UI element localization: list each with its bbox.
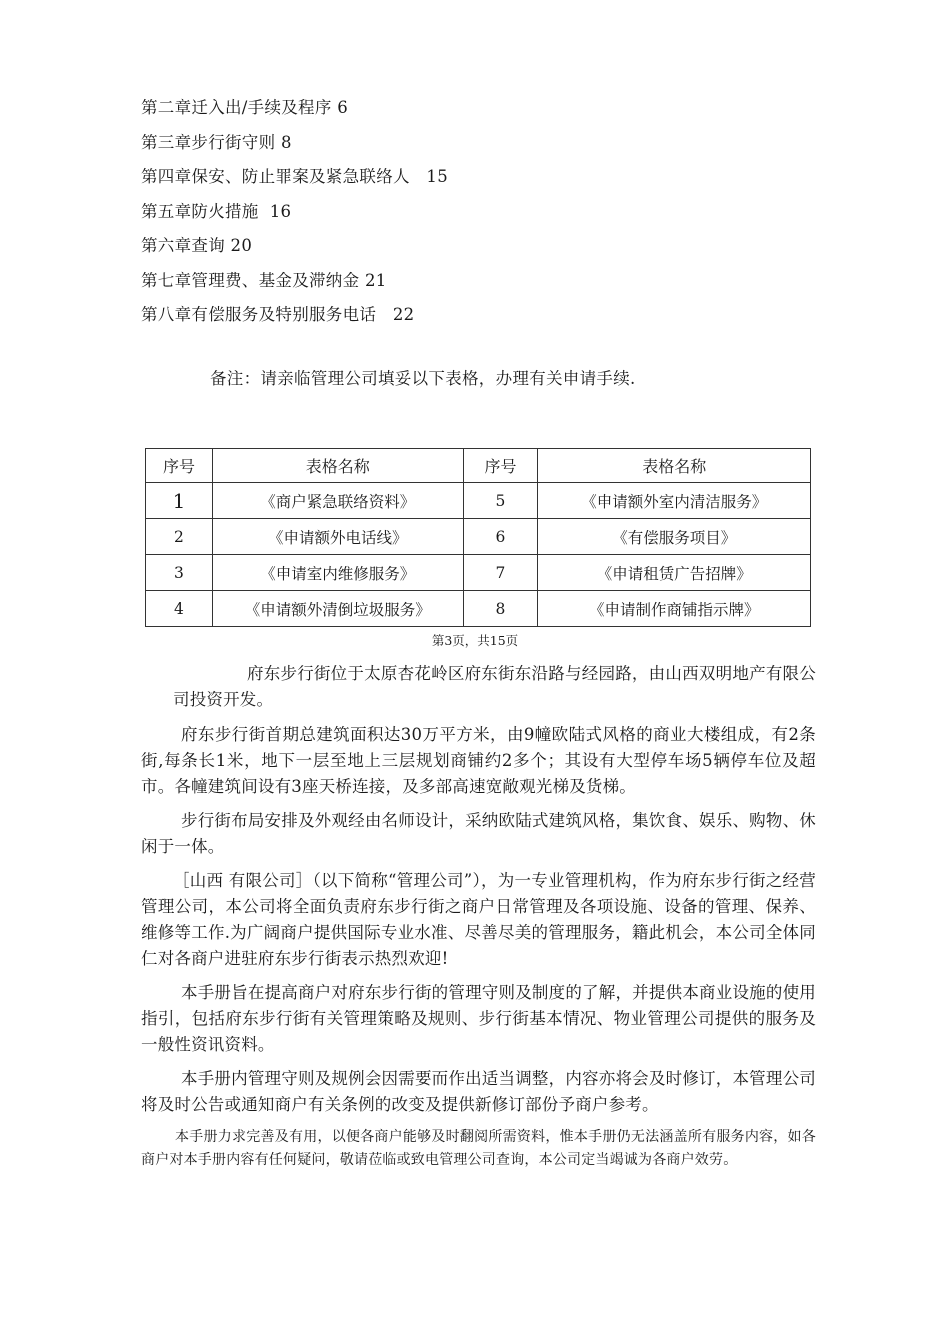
table-row <box>146 555 811 591</box>
paragraph: ［山西 有限公司］（以下简称“管理公司”），为一专业管理机构，作为府东步行街之经营管理公司，本公司将全面负责府东步行街之商户日常管理及各项设施、设备的管理、保养、维修等工作.为广阔商户提供国际专业水准、尽善尽美的管理服务，籍此机会，本公司全体同仁对各商户进驻府东步行街表示热烈欢迎! <box>141 871 816 968</box>
table-row <box>146 591 811 627</box>
column-header: 序号 <box>463 449 538 483</box>
table-cell: 4 <box>146 591 213 627</box>
toc-item: 第三章步行街守则 8 <box>141 132 292 152</box>
paragraph: 府东步行街位于太原杏花岭区府东街东沿路与经园路，由山西双明地产有限公司投资开发。 <box>173 664 816 709</box>
paragraph: 本手册内管理守则及规例会因需要而作出适当调整，内容亦将会及时修订，本管理公司将及时公告或通知商户有关条例的改变及提供新修订部份予商户参考。 <box>141 1069 816 1114</box>
table-cell: 7 <box>463 555 538 591</box>
table-cell: 5 <box>463 483 538 519</box>
toc-item: 第四章保安、防止罪案及紧急联络人 15 <box>141 167 449 186</box>
forms-table <box>145 448 811 627</box>
paragraph: 步行街布局安排及外观经由名师设计，采纳欧陆式建筑风格，集饮食、娱乐、购物、休闲于一体。 <box>141 811 816 856</box>
table-cell: 《申请额外清倒垃圾服务》 <box>212 591 463 627</box>
table-row <box>146 483 811 519</box>
column-header: 序号 <box>146 449 213 483</box>
table-cell: 《申请额外电话线》 <box>212 519 463 555</box>
table-cell: 《申请租赁广告招牌》 <box>538 555 811 591</box>
toc-item: 第八章有偿服务及特别服务电话 22 <box>141 305 415 324</box>
table-cell: 《申请制作商铺指示牌》 <box>538 591 811 627</box>
paragraph: 本手册旨在提高商户对府东步行街的管理守则及制度的了解，并提供本商业设施的使用指引，包括府东步行街有关管理策略及规则、步行街基本情况、物业管理公司提供的服务及一般性资讯资料。 <box>141 983 816 1054</box>
toc-item: 第七章管理费、基金及滞纳金 21 <box>141 270 387 290</box>
table-cell: 《申请额外室内清洁服务》 <box>538 483 811 519</box>
table-cell: 《有偿服务项目》 <box>538 519 811 555</box>
column-header: 表格名称 <box>538 449 811 483</box>
table-cell: 《商户紧急联络资料》 <box>212 483 463 519</box>
table-cell: 1 <box>146 483 213 519</box>
table-cell: 《申请室内维修服务》 <box>212 555 463 591</box>
toc-item: 第二章迁入出/手续及程序 6 <box>141 98 349 117</box>
table-of-contents <box>141 95 448 337</box>
page-footer: 第3页，共15页 <box>431 633 519 648</box>
toc-item: 第六章查询 20 <box>141 236 253 255</box>
table-header-row <box>146 449 811 483</box>
table-cell: 6 <box>463 519 538 555</box>
paragraph: 本手册力求完善及有用，以便各商户能够及时翻阅所需资料，惟本手册仍无法涵盖所有服务内容，如各商户对本手册内容有任何疑问，敬请莅临或致电管理公司查询，本公司定当竭诚为各商户效劳。 <box>141 1129 816 1168</box>
toc-item: 第五章防火措施 16 <box>141 201 292 221</box>
table-cell: 8 <box>463 591 538 627</box>
table-cell: 2 <box>146 519 213 555</box>
table-cell: 3 <box>146 555 213 591</box>
remark-note: 备注：请亲临管理公司填妥以下表格，办理有关申请手续. <box>210 369 636 388</box>
body-text <box>141 661 816 1180</box>
table-row <box>146 519 811 555</box>
paragraph: 府东步行街首期总建筑面积达30万平方米，由9幢欧陆式风格的商业大楼组成，有2条街,每条长1米，地下一层至地上三层规划商铺约2多个；其设有大型停车场5辆停车位及超市。各幢建筑间设有3座天桥连接，及多部高速宽敞观光梯及货梯。 <box>141 725 816 796</box>
column-header: 表格名称 <box>212 449 463 483</box>
